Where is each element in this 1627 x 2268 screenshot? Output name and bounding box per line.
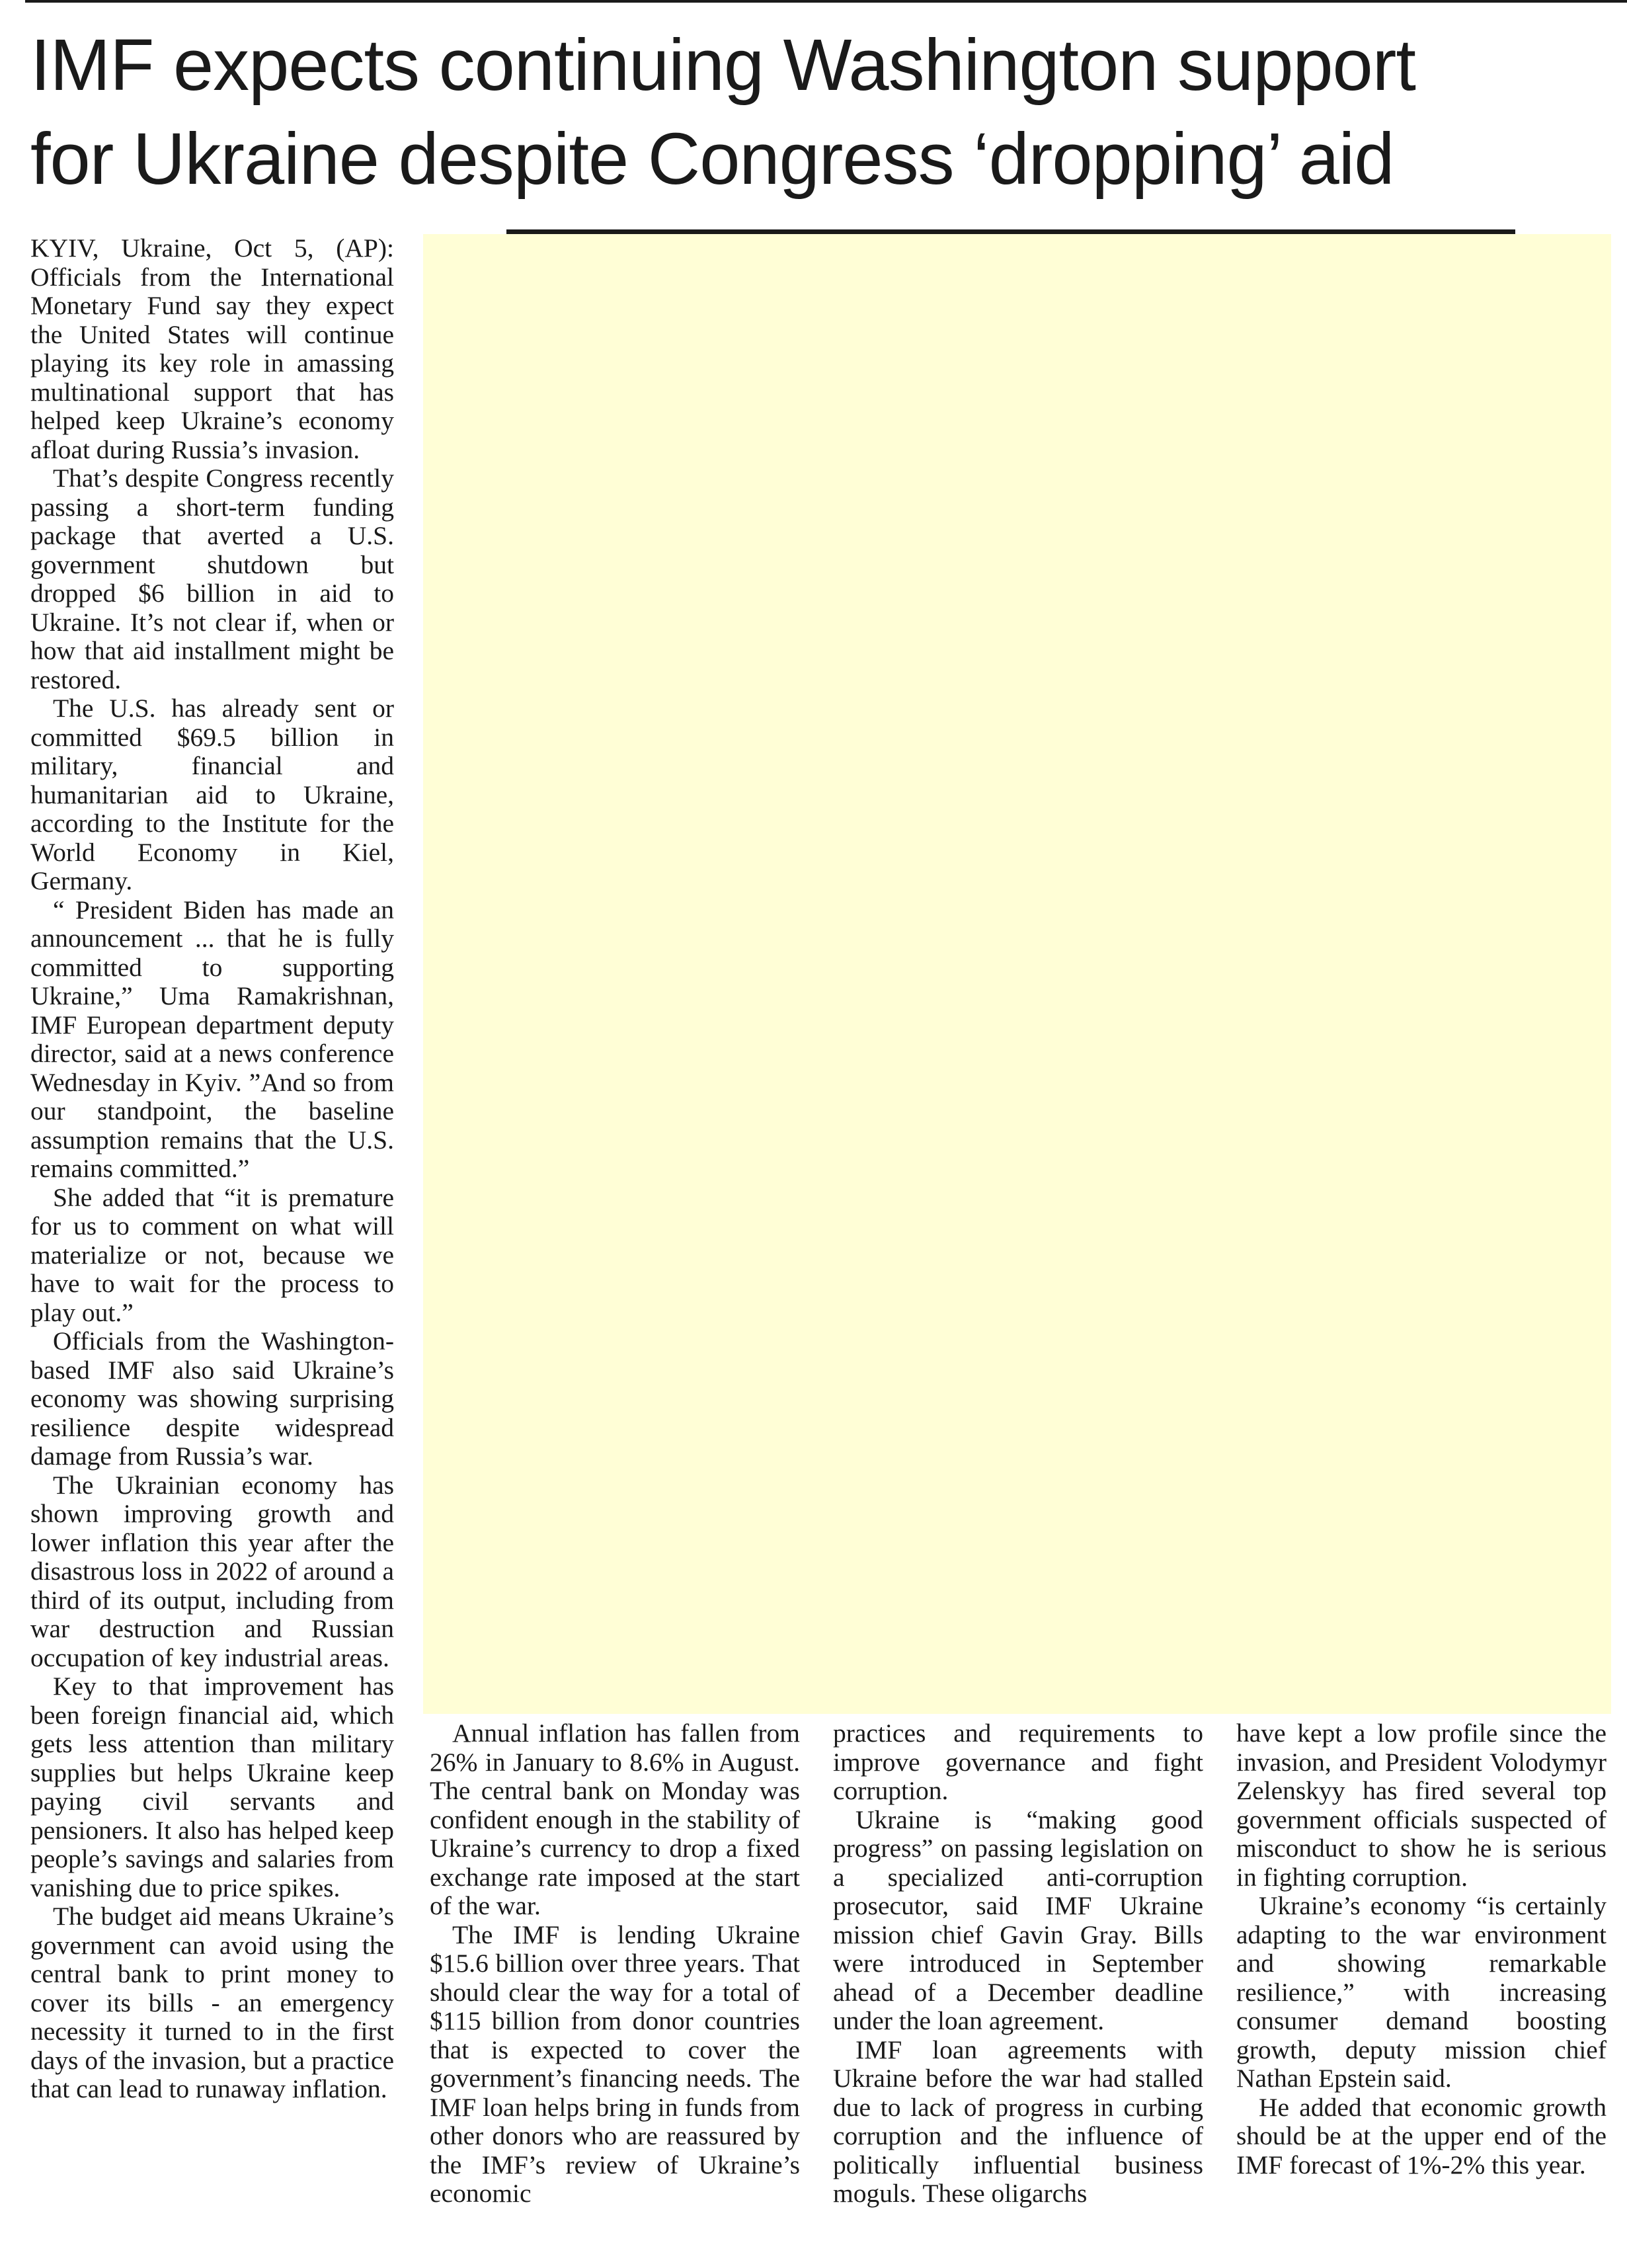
paragraph: practices and requirements to improve governance and fight corruption.: [833, 1719, 1203, 1805]
headline-line-2: for Ukraine despite Congress ‘dropping’ aid: [30, 118, 1394, 200]
paragraph: IMF loan agreements with Ukraine before the war had stalled due to lack of progress in curbing corruption and the influence of politically influential business moguls. These oligarchs: [833, 2035, 1203, 2208]
headline-line-1: IMF expects continuing Washington support: [30, 24, 1415, 106]
photo-top-rule: [506, 229, 1515, 234]
paragraph: Key to that improvement has been foreign financial aid, which gets less attention than military supplies but helps Ukraine keep paying civil servants and pensioners. It also has helped keep people’s savings and salaries from vanishing due to price spikes.: [30, 1672, 394, 1902]
photo-placeholder: [423, 234, 1611, 1714]
paragraph: The U.S. has already sent or committed $69.5 billion in military, financial and humanitarian aid to Ukraine, according to the Institute for the World Economy in Kiel, Germany.: [30, 694, 394, 895]
paragraph: Ukraine is “making good progress” on passing legislation on a specialized anti-corruption prosecutor, said IMF Ukraine mission chief Gavin Gray. Bills were introduced in September ahead of a December deadline under the loan agreement.: [833, 1804, 1203, 2035]
article-column-4: [1236, 1719, 1607, 2179]
paragraph: Annual inflation has fallen from 26% in January to 8.6% in August. The central bank on Monday was confident enough in the stability of Ukraine’s currency to drop a fixed exchange rate imposed at the start of the war.: [430, 1719, 800, 1920]
paragraph: The Ukrainian economy has shown improving growth and lower inflation this year after the disastrous loss in 2022 of around a third of its output, including from war destruction and Russian occupation of key industrial areas.: [30, 1470, 394, 1672]
paragraph: have kept a low profile since the invasion, and President Volodymyr Zelenskyy has fired several top government officials suspected of misconduct to show he is serious in fighting corruption.: [1236, 1719, 1607, 1892]
paragraph: KYIV, Ukraine, Oct 5, (AP): Officials from the International Monetary Fund say they expect the United States will continue playing its key role in amassing multinational support that has helped keep Ukraine’s economy afloat during Russia’s invasion.: [30, 233, 394, 464]
paragraph: That’s despite Congress recently passing a short-term funding package that averted a U.S. government shutdown but dropped $6 billion in aid to Ukraine. It’s not clear if, when or how that aid installment might be restored.: [30, 464, 394, 694]
paragraph: “ President Biden has made an announcement ... that he is fully committed to supporting Ukraine,” Uma Ramakrishnan, IMF European department deputy director, said at a news conference Wednesday in Kyiv. ”And so from our standpoint, the baseline assumption remains that the U.S. remains committed.”: [30, 895, 394, 1183]
article-column-1: [30, 234, 394, 2104]
headline: [30, 19, 1617, 206]
paragraph: Officials from the Washington-based IMF also said Ukraine’s economy was showing surprising resilience despite widespread damage from Russia’s war.: [30, 1326, 394, 1471]
paragraph: Ukraine’s economy “is certainly adapting to the war environment and showing remarkable resilience,” with increasing consumer demand boosting growth, deputy mission chief Nathan Epstein said.: [1236, 1891, 1607, 2093]
article-column-2: [430, 1719, 800, 2208]
article-column-3: [833, 1719, 1203, 2208]
paragraph: She added that “it is premature for us to comment on what will materialize or not, because we have to wait for the process to play out.”: [30, 1182, 394, 1327]
paragraph: He added that economic growth should be at the upper end of the IMF forecast of 1%-2% this year.: [1236, 2092, 1607, 2179]
top-rule: [25, 0, 1627, 3]
paragraph: The IMF is lending Ukraine $15.6 billion over three years. That should clear the way for a total of $115 billion from donor countries that is expected to cover the government’s financing needs. The IMF loan helps bring in funds from other donors who are reassured by the IMF’s review of Ukraine’s economic: [430, 1920, 800, 2208]
paragraph: The budget aid means Ukraine’s government can avoid using the central bank to print money to cover its bills - an emergency necessity it turned to in the first days of the invasion, but a practice that can lead to runaway inflation.: [30, 1902, 394, 2103]
